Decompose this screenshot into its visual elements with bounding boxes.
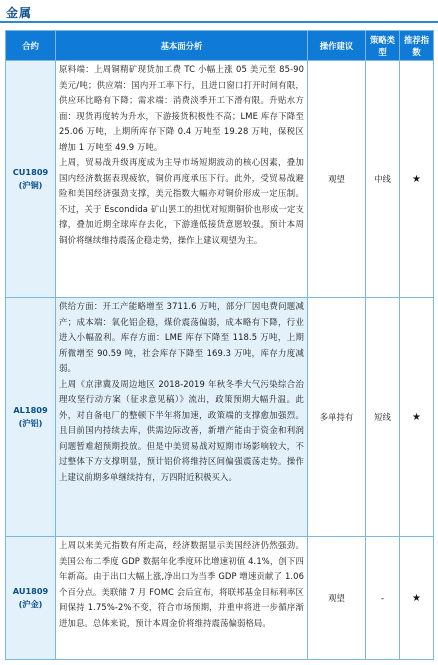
contract-name: (沪金) — [18, 599, 43, 609]
recommend-star: ★ — [400, 537, 434, 660]
header-recommend-index: 推荐指数 — [400, 31, 434, 61]
contract-code: AU1809 — [12, 586, 49, 596]
analysis-paragraph: 上周，贸易战升级再度成为主导市场短期波动的核心因素，叠加国内经济数据表现疲软，铜价再度承压下行。此外，受贸易战避险和美国经济强劲支撑，美元指数大幅亦对铜价形成一定压制。不过，关于 Escondida 矿山罢工的担忧对短期铜价也形成一定支撑，叠加近期全球库存去化，下游逢低接货意愿较强。预计本周铜价将继续维持震荡企稳走势，操作上建议观望为主。 — [59, 157, 304, 245]
section-title: 金属 — [6, 6, 33, 20]
analysis-paragraph: 上周以来美元指数有所走高，经济数据显示美国经济仍然强劲。美国公布二季度 GDP 数据年化季度环比增速初值 4.1%，创下四年新高。由于出口大幅上涨,净出口为当季 GDP 增速贡献了 1.06 个百分点。美联储 7 月 FOMC 会后宣布，将联邦基金目标利率区间保持 1.75%-2%不变，符合市场预期，并重申将进一步循序渐进加息。总体来说，预计本周金价将维持震荡偏弱格局。 — [59, 540, 304, 628]
recommend-star: ★ — [400, 61, 434, 298]
header-strategy-type: 策略类型 — [366, 31, 400, 61]
advice-cell: 多单持有 — [308, 298, 366, 537]
contract-cell — [6, 61, 56, 298]
contract-cell — [6, 537, 56, 660]
strategy-type-cell: 短线 — [366, 298, 400, 537]
header-contract: 合约 — [6, 31, 56, 61]
table-row — [6, 298, 434, 537]
header-advice: 操作建议 — [308, 31, 366, 61]
section-divider — [0, 21, 438, 23]
strategy-type-cell: - — [366, 537, 400, 660]
analysis-paragraph: 上周《京津冀及周边地区 2018-2019 年秋冬季大气污染综合治理攻坚行动方案（征求意见稿）》流出，政策预期大幅升温。此外，对自备电厂的整顿下半年将加速，政策端的支撑愈加强烈。且目前国内持续去库，供需边际改善，新增产能由于资金和利润问题暂难超预期投放。但是中美贸易战对短期市场影响较大，不过整体下方支撑明显，预计铝价将维持区间偏强震荡走势。操作上建议前期多单继续持有，万四附近积极买入。 — [59, 378, 304, 482]
table-row — [6, 61, 434, 298]
metals-analysis-table — [5, 30, 434, 660]
analysis-paragraph: 供给方面：开工产能略增至 3711.6 万吨，部分厂因电费问题减产；成本端：氧化铝企稳，煤价震荡偏弱，成本略有下降，行业进入小幅盈利。库存方面：LME 库存下降至 118.5 万吨，上期所微增至 90.59 吨，社会库存下降至 169.3 万吨，库存力度减弱。 — [59, 301, 304, 373]
strategy-type-cell: 中线 — [366, 61, 400, 298]
contract-code: CU1809 — [12, 167, 49, 177]
analysis-cell — [56, 61, 308, 298]
table-row — [6, 537, 434, 660]
analysis-cell — [56, 537, 308, 660]
contract-name: (沪铝) — [18, 418, 43, 428]
recommend-star: ★ — [400, 298, 434, 537]
advice-cell: 观望 — [308, 537, 366, 660]
header-analysis: 基本面分析 — [56, 31, 308, 61]
contract-cell — [6, 298, 56, 537]
table-header-row — [6, 31, 434, 61]
advice-cell: 观望 — [308, 61, 366, 298]
contract-name: (沪铜) — [18, 180, 43, 190]
analysis-paragraph: 原料端：上周铜精矿现货加工费 TC 小幅上涨 05 美元至 85-90 美元/吨；供应端：国内开工率下行，且进口窗口打开时间有限，供应环比略有下降；需求端：消费淡季开工下滑有限。升贴水方面：现货再度转为升水，下游接货积极性不高；LME 库存下降至 25.06 万吨，上期所库存下降 0.4 万吨至 19.28 万吨，保税区增加 1 万吨至 49.9 万吨。 — [59, 64, 304, 152]
analysis-cell — [56, 298, 308, 537]
contract-code: AL1809 — [13, 405, 48, 415]
